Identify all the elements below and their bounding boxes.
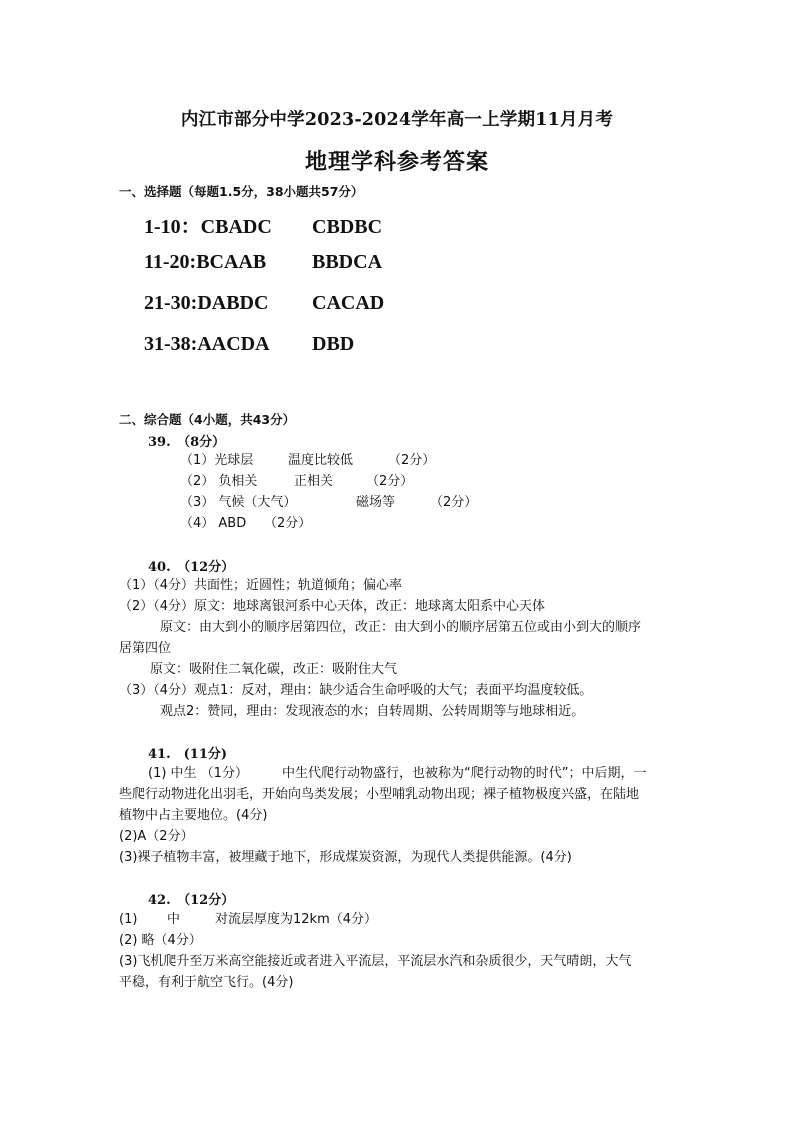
answer-range: 1-10：CBADC (144, 216, 272, 238)
answer-letters: DBD (312, 333, 355, 355)
q41-line: (3)裸子植物丰富，被埋藏于地下，形成煤炭资源，为现代人类提供能源。(4分) (119, 850, 572, 865)
question-41-heading: 41. (11分) (148, 747, 228, 762)
answer-row (144, 292, 384, 315)
q39-answer-line: （2） 负相关 正相关 （2分） (180, 474, 414, 489)
question-42-heading: 42. （12分） (148, 893, 235, 908)
q40-line: 居第四位 (119, 641, 172, 656)
q42-line: 平稳，有利于航空飞行。(4分) (119, 975, 294, 990)
q41-line: 些爬行动物进化出羽毛，开始向鸟类发展；小型哺乳动物出现；裸子植物极度兴盛，在陆地 (119, 787, 640, 802)
answer-range: 21-30:DABDC (144, 292, 269, 314)
q40-line: （2）（4分）原文：地球离银河系中心天体，改正：地球离太阳系中心天体 (119, 599, 546, 614)
answer-letters: BBDCA (312, 251, 383, 273)
answer-row (144, 210, 382, 239)
q40-line: 观点2：赞同，理由：发现液态的水；自转周期、公转周期等与地球相近。 (160, 704, 585, 719)
q40-line: （1）（4分）共面性；近圆性；轨道倾角；偏心率 (119, 578, 403, 593)
q39-answer-line: （1）光球层 温度比较低 （2分） (180, 453, 436, 468)
q41-line: 植物中占主要地位。(4分) (119, 808, 268, 823)
q40-line: 原文：吸附住二氧化碳，改正：吸附住大气 (150, 662, 398, 677)
q42-line: (2) 略（4分） (119, 933, 202, 948)
question-40-heading: 40. （12分） (148, 560, 235, 575)
section-2-heading: 二、综合题（4小题，共43分） (119, 412, 296, 427)
document-title: 内江市部分中学2023-2024学年高一上学期11月月考 (180, 110, 614, 130)
q41-line: (1) 中生 （1分） 中生代爬行动物盛行，也被称为“爬行动物的时代”；中后期，一 (148, 766, 647, 781)
answer-range: 31-38:AACDA (144, 333, 270, 355)
question-39-heading: 39. （8分） (148, 435, 226, 450)
answer-letters: CBDBC (312, 216, 383, 238)
section-1-heading: 一、选择题（每题1.5分，38小题共57分） (119, 184, 364, 199)
q40-line: 原文：由大到小的顺序居第四位，改正：由大到小的顺序居第五位或由小到大的顺序 (160, 620, 642, 635)
q42-line: (3)飞机爬升至万米高空能接近或者进入平流层，平流层水汽和杂质很少，天气晴朗，大气 (119, 954, 632, 969)
q39-answer-line: （4） ABD （2分） (180, 516, 312, 531)
answer-row (144, 251, 382, 274)
q42-line: (1) 中 对流层厚度为12km（4分） (119, 912, 378, 927)
answer-letters: CACAD (312, 292, 385, 314)
answer-range: 11-20:BCAAB (144, 251, 267, 273)
q41-line: (2)A（2分） (119, 829, 194, 844)
answer-row (144, 333, 354, 356)
q40-line: （3）（4分）观点1：反对，理由：缺少适合生命呼吸的大气；表面平均温度较低。 (119, 683, 593, 698)
q39-answer-line: （3） 气候（大气） 磁场等 （2分） (180, 495, 478, 510)
document-subtitle: 地理学科参考答案 (304, 150, 489, 175)
